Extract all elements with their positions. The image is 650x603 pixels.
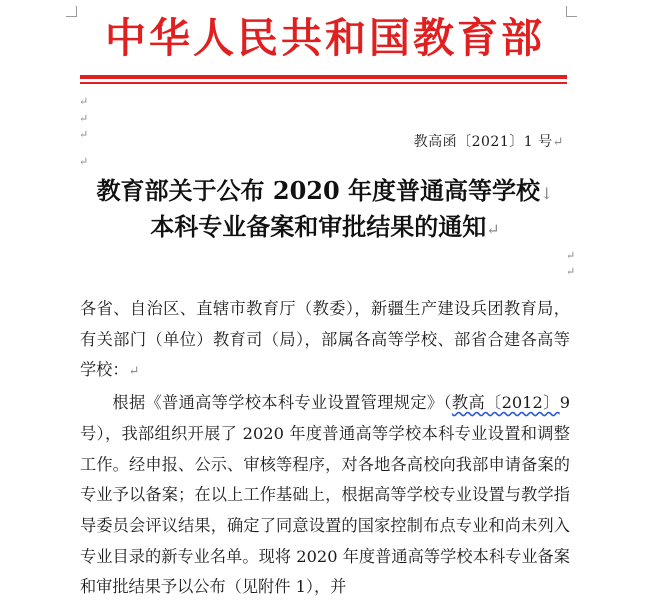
masthead: 中华人民共和国教育部: [105, 14, 545, 62]
masthead-thick-rule: [80, 75, 567, 79]
paragraph-mark: ↵: [128, 364, 140, 380]
paragraph-mark: ↵: [566, 265, 576, 278]
addressee-paragraph: 各省、自治区、直辖市教育厅（教委），新疆生产建设兵团教育局，有关部门（单位）教育司（局），部属各高等学校、部省合建各高等学校：↵: [80, 299, 570, 380]
document-body: [80, 294, 570, 603]
paragraph-mark: ↵: [486, 220, 500, 239]
document-number: 教高函〔2021〕1 号↵: [413, 134, 564, 150]
paragraph-mark: ↵: [79, 95, 89, 108]
paragraph-mark: ↵: [566, 249, 576, 262]
document-title-line-1: 教育部关于公布 2020 年度普通高等学校↓: [96, 176, 554, 205]
masthead-thin-rule: [80, 82, 567, 84]
regulation-reference: 教高〔2012〕: [451, 393, 560, 413]
paragraph-mark: ↵: [79, 112, 89, 125]
paragraph-mark: ↵: [552, 135, 564, 150]
body-paragraph: 根据《普通高等学校本科专业设置管理规定》（教高〔2012〕9 号），我部组织开展了 2020 年度普通高等学校本科专业设置和调整工作。经申报、公示、审核等程序，对各地各高校向我部申请备案的专业予以备案；在以上工作基础上，根据高等学校专业设置与教学指导委员会评议结果，确定了同意设置的国家控制布点专业和尚未列入专业目录的新专业名单。现将 2020 年度普通高等学校本科专业备案和审批结果予以公布（见附件 1），并: [80, 393, 570, 597]
paragraph-mark: ↵: [79, 128, 89, 141]
paragraph-mark: ↵: [79, 155, 89, 168]
document-title-line-2: 本科专业备案和审批结果的通知↵: [150, 212, 500, 241]
line-break-mark: ↓: [540, 184, 554, 203]
